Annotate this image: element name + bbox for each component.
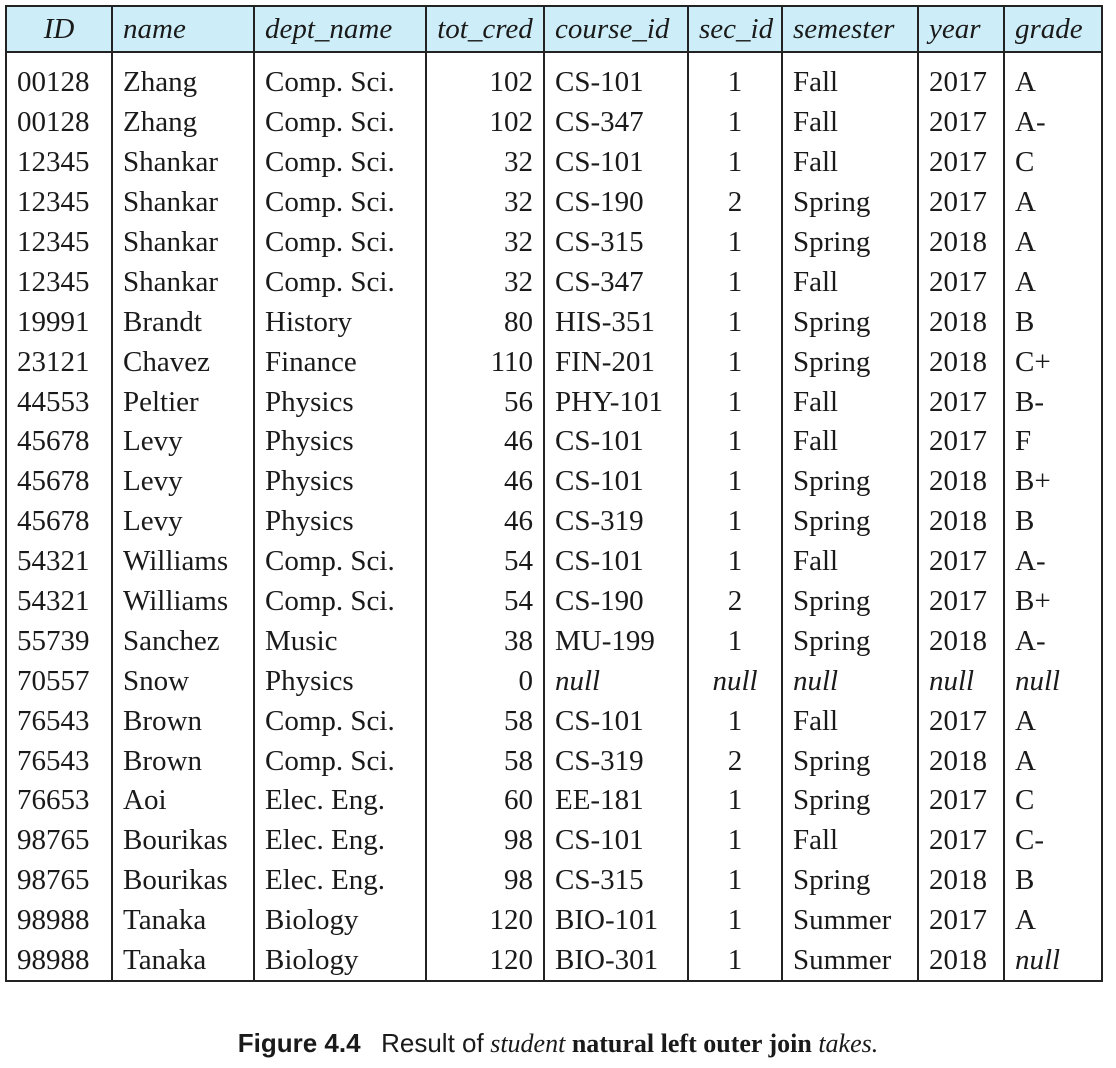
- cell-semester: Fall: [782, 103, 918, 143]
- column-header-course-id: course_id: [544, 6, 688, 52]
- cell-tot-cred: 120: [426, 941, 544, 982]
- cell-id: 12345: [6, 262, 112, 302]
- cell-name: Chavez: [112, 342, 254, 382]
- table-row: [6, 382, 1102, 422]
- cell-year: 2018: [918, 621, 1004, 661]
- table-row: [6, 781, 1102, 821]
- cell-id: 45678: [6, 502, 112, 542]
- cell-name: Bourikas: [112, 861, 254, 901]
- cell-id: 00128: [6, 103, 112, 143]
- cell-grade: B-: [1004, 382, 1102, 422]
- cell-tot-cred: 32: [426, 262, 544, 302]
- cell-id: 45678: [6, 422, 112, 462]
- cell-sec-id: 1: [688, 52, 782, 103]
- cell-sec-id: 1: [688, 621, 782, 661]
- column-header-id: ID: [6, 6, 112, 52]
- cell-name: Peltier: [112, 382, 254, 422]
- cell-name: Levy: [112, 462, 254, 502]
- cell-sec-id: 1: [688, 223, 782, 263]
- cell-tot-cred: 46: [426, 422, 544, 462]
- result-table-container: [5, 5, 1101, 982]
- cell-sec-id: 1: [688, 342, 782, 382]
- cell-id: 98765: [6, 861, 112, 901]
- column-header-year: year: [918, 6, 1004, 52]
- cell-year: 2017: [918, 821, 1004, 861]
- cell-name: Tanaka: [112, 901, 254, 941]
- cell-grade: A: [1004, 701, 1102, 741]
- cell-tot-cred: 102: [426, 103, 544, 143]
- table-row: [6, 701, 1102, 741]
- cell-name: Sanchez: [112, 621, 254, 661]
- cell-sec-id: 1: [688, 941, 782, 982]
- cell-course-id: BIO-101: [544, 901, 688, 941]
- cell-grade: A: [1004, 223, 1102, 263]
- caption-relation-takes: takes.: [818, 1029, 879, 1058]
- cell-grade: C: [1004, 781, 1102, 821]
- cell-course-id: CS-190: [544, 582, 688, 622]
- cell-dept-name: Comp. Sci.: [254, 223, 426, 263]
- cell-semester: Fall: [782, 422, 918, 462]
- cell-year: 2017: [918, 143, 1004, 183]
- cell-year: 2017: [918, 542, 1004, 582]
- cell-id: 12345: [6, 143, 112, 183]
- cell-sec-id: 1: [688, 462, 782, 502]
- cell-tot-cred: 80: [426, 302, 544, 342]
- cell-semester: Fall: [782, 542, 918, 582]
- figure-label: Figure 4.4: [237, 1028, 361, 1058]
- column-header-tot-cred: tot_cred: [426, 6, 544, 52]
- cell-year: 2018: [918, 941, 1004, 982]
- cell-sec-id: 1: [688, 701, 782, 741]
- cell-grade: A: [1004, 741, 1102, 781]
- cell-sec-id: 1: [688, 901, 782, 941]
- cell-semester: Spring: [782, 342, 918, 382]
- cell-grade: C+: [1004, 342, 1102, 382]
- caption-text-result-of: Result of: [381, 1028, 484, 1058]
- cell-year: 2018: [918, 502, 1004, 542]
- cell-sec-id: null: [688, 661, 782, 701]
- cell-grade: A: [1004, 52, 1102, 103]
- cell-grade: A: [1004, 901, 1102, 941]
- cell-id: 76653: [6, 781, 112, 821]
- cell-name: Snow: [112, 661, 254, 701]
- cell-course-id: PHY-101: [544, 382, 688, 422]
- cell-course-id: FIN-201: [544, 342, 688, 382]
- cell-dept-name: Physics: [254, 382, 426, 422]
- cell-name: Tanaka: [112, 941, 254, 982]
- cell-tot-cred: 46: [426, 462, 544, 502]
- cell-name: Levy: [112, 422, 254, 462]
- table-row: [6, 861, 1102, 901]
- cell-dept-name: Comp. Sci.: [254, 103, 426, 143]
- cell-dept-name: Comp. Sci.: [254, 143, 426, 183]
- cell-id: 98988: [6, 941, 112, 982]
- table-row: [6, 901, 1102, 941]
- cell-grade: C: [1004, 143, 1102, 183]
- cell-year: 2017: [918, 262, 1004, 302]
- table-row: [6, 262, 1102, 302]
- cell-id: 12345: [6, 223, 112, 263]
- cell-name: Shankar: [112, 262, 254, 302]
- cell-dept-name: Music: [254, 621, 426, 661]
- cell-course-id: CS-347: [544, 262, 688, 302]
- cell-course-id: CS-319: [544, 741, 688, 781]
- result-table: [5, 5, 1103, 982]
- cell-sec-id: 1: [688, 502, 782, 542]
- table-row: [6, 143, 1102, 183]
- table-body: [6, 52, 1102, 981]
- cell-year: 2018: [918, 462, 1004, 502]
- cell-course-id: CS-319: [544, 502, 688, 542]
- cell-semester: Fall: [782, 821, 918, 861]
- cell-dept-name: Comp. Sci.: [254, 52, 426, 103]
- cell-semester: Summer: [782, 901, 918, 941]
- cell-dept-name: Physics: [254, 422, 426, 462]
- cell-semester: Spring: [782, 183, 918, 223]
- cell-name: Brown: [112, 701, 254, 741]
- cell-course-id: CS-190: [544, 183, 688, 223]
- cell-course-id: CS-347: [544, 103, 688, 143]
- cell-sec-id: 1: [688, 821, 782, 861]
- cell-grade: B+: [1004, 462, 1102, 502]
- cell-tot-cred: 54: [426, 542, 544, 582]
- cell-dept-name: History: [254, 302, 426, 342]
- cell-name: Aoi: [112, 781, 254, 821]
- cell-id: 70557: [6, 661, 112, 701]
- cell-name: Zhang: [112, 52, 254, 103]
- cell-sec-id: 1: [688, 422, 782, 462]
- cell-dept-name: Elec. Eng.: [254, 861, 426, 901]
- cell-name: Zhang: [112, 103, 254, 143]
- cell-year: 2017: [918, 382, 1004, 422]
- cell-sec-id: 2: [688, 582, 782, 622]
- cell-tot-cred: 58: [426, 701, 544, 741]
- cell-year: 2017: [918, 52, 1004, 103]
- cell-name: Williams: [112, 582, 254, 622]
- cell-semester: Fall: [782, 382, 918, 422]
- cell-course-id: MU-199: [544, 621, 688, 661]
- table-row: [6, 103, 1102, 143]
- cell-semester: Fall: [782, 262, 918, 302]
- cell-year: 2017: [918, 422, 1004, 462]
- header-row: [6, 6, 1102, 52]
- table-row: [6, 542, 1102, 582]
- cell-dept-name: Comp. Sci.: [254, 542, 426, 582]
- cell-year: null: [918, 661, 1004, 701]
- cell-year: 2018: [918, 741, 1004, 781]
- cell-sec-id: 1: [688, 262, 782, 302]
- cell-sec-id: 1: [688, 542, 782, 582]
- cell-grade: A-: [1004, 103, 1102, 143]
- column-header-dept-name: dept_name: [254, 6, 426, 52]
- cell-tot-cred: 58: [426, 741, 544, 781]
- cell-semester: Spring: [782, 781, 918, 821]
- cell-dept-name: Finance: [254, 342, 426, 382]
- cell-sec-id: 1: [688, 382, 782, 422]
- table-row: [6, 462, 1102, 502]
- cell-year: 2018: [918, 302, 1004, 342]
- cell-year: 2018: [918, 342, 1004, 382]
- cell-grade: A: [1004, 262, 1102, 302]
- column-header-sec-id: sec_id: [688, 6, 782, 52]
- cell-tot-cred: 0: [426, 661, 544, 701]
- cell-tot-cred: 54: [426, 582, 544, 622]
- cell-id: 44553: [6, 382, 112, 422]
- table-row: [6, 502, 1102, 542]
- column-header-grade: grade: [1004, 6, 1102, 52]
- cell-semester: Spring: [782, 582, 918, 622]
- cell-dept-name: Physics: [254, 502, 426, 542]
- cell-id: 12345: [6, 183, 112, 223]
- cell-sec-id: 2: [688, 741, 782, 781]
- cell-sec-id: 1: [688, 781, 782, 821]
- cell-dept-name: Comp. Sci.: [254, 701, 426, 741]
- table-row: [6, 422, 1102, 462]
- cell-tot-cred: 38: [426, 621, 544, 661]
- cell-grade: C-: [1004, 821, 1102, 861]
- cell-id: 55739: [6, 621, 112, 661]
- cell-tot-cred: 98: [426, 861, 544, 901]
- cell-course-id: null: [544, 661, 688, 701]
- cell-course-id: EE-181: [544, 781, 688, 821]
- cell-tot-cred: 120: [426, 901, 544, 941]
- cell-year: 2017: [918, 701, 1004, 741]
- cell-year: 2017: [918, 183, 1004, 223]
- cell-dept-name: Elec. Eng.: [254, 781, 426, 821]
- cell-grade: F: [1004, 422, 1102, 462]
- table-row: [6, 302, 1102, 342]
- table-row: [6, 183, 1102, 223]
- cell-grade: null: [1004, 661, 1102, 701]
- cell-sec-id: 1: [688, 302, 782, 342]
- cell-semester: Spring: [782, 462, 918, 502]
- cell-semester: Spring: [782, 302, 918, 342]
- table-row: [6, 342, 1102, 382]
- cell-dept-name: Elec. Eng.: [254, 821, 426, 861]
- cell-name: Shankar: [112, 183, 254, 223]
- cell-course-id: CS-315: [544, 223, 688, 263]
- cell-dept-name: Comp. Sci.: [254, 262, 426, 302]
- cell-grade: B+: [1004, 582, 1102, 622]
- column-header-semester: semester: [782, 6, 918, 52]
- cell-semester: Spring: [782, 502, 918, 542]
- cell-year: 2017: [918, 582, 1004, 622]
- cell-dept-name: Comp. Sci.: [254, 741, 426, 781]
- cell-grade: A-: [1004, 542, 1102, 582]
- figure-caption: [0, 1028, 1116, 1059]
- caption-relation-student: student: [490, 1029, 566, 1058]
- cell-grade: B: [1004, 302, 1102, 342]
- cell-dept-name: Comp. Sci.: [254, 582, 426, 622]
- cell-course-id: CS-101: [544, 52, 688, 103]
- cell-id: 19991: [6, 302, 112, 342]
- cell-grade: null: [1004, 941, 1102, 982]
- table-row: [6, 661, 1102, 701]
- table-row: [6, 621, 1102, 661]
- cell-name: Brandt: [112, 302, 254, 342]
- cell-id: 54321: [6, 542, 112, 582]
- cell-tot-cred: 102: [426, 52, 544, 103]
- cell-name: Shankar: [112, 223, 254, 263]
- cell-grade: A-: [1004, 621, 1102, 661]
- cell-semester: Spring: [782, 621, 918, 661]
- cell-course-id: HIS-351: [544, 302, 688, 342]
- cell-semester: Spring: [782, 223, 918, 263]
- cell-tot-cred: 56: [426, 382, 544, 422]
- cell-course-id: CS-101: [544, 143, 688, 183]
- cell-tot-cred: 32: [426, 223, 544, 263]
- cell-tot-cred: 60: [426, 781, 544, 821]
- cell-dept-name: Physics: [254, 462, 426, 502]
- cell-semester: Summer: [782, 941, 918, 982]
- cell-year: 2018: [918, 861, 1004, 901]
- cell-course-id: CS-101: [544, 701, 688, 741]
- cell-course-id: BIO-301: [544, 941, 688, 982]
- cell-name: Bourikas: [112, 821, 254, 861]
- cell-grade: B: [1004, 502, 1102, 542]
- cell-tot-cred: 46: [426, 502, 544, 542]
- cell-semester: null: [782, 661, 918, 701]
- column-header-name: name: [112, 6, 254, 52]
- cell-year: 2017: [918, 781, 1004, 821]
- table-row: [6, 741, 1102, 781]
- table-header: [6, 6, 1102, 52]
- cell-sec-id: 1: [688, 861, 782, 901]
- table-row: [6, 821, 1102, 861]
- cell-id: 98765: [6, 821, 112, 861]
- caption-operator: natural left outer join: [571, 1029, 812, 1058]
- cell-id: 00128: [6, 52, 112, 103]
- cell-id: 98988: [6, 901, 112, 941]
- cell-name: Shankar: [112, 143, 254, 183]
- cell-sec-id: 1: [688, 103, 782, 143]
- cell-course-id: CS-101: [544, 542, 688, 582]
- cell-semester: Fall: [782, 701, 918, 741]
- cell-dept-name: Physics: [254, 661, 426, 701]
- cell-id: 45678: [6, 462, 112, 502]
- cell-year: 2017: [918, 103, 1004, 143]
- cell-course-id: CS-315: [544, 861, 688, 901]
- cell-tot-cred: 32: [426, 183, 544, 223]
- cell-semester: Spring: [782, 861, 918, 901]
- cell-course-id: CS-101: [544, 462, 688, 502]
- cell-course-id: CS-101: [544, 422, 688, 462]
- cell-course-id: CS-101: [544, 821, 688, 861]
- cell-tot-cred: 98: [426, 821, 544, 861]
- cell-sec-id: 2: [688, 183, 782, 223]
- cell-id: 23121: [6, 342, 112, 382]
- cell-name: Brown: [112, 741, 254, 781]
- table-row: [6, 582, 1102, 622]
- cell-name: Williams: [112, 542, 254, 582]
- cell-dept-name: Biology: [254, 941, 426, 982]
- cell-sec-id: 1: [688, 143, 782, 183]
- cell-dept-name: Biology: [254, 901, 426, 941]
- cell-id: 76543: [6, 741, 112, 781]
- cell-grade: A: [1004, 183, 1102, 223]
- cell-tot-cred: 32: [426, 143, 544, 183]
- cell-semester: Fall: [782, 52, 918, 103]
- cell-dept-name: Comp. Sci.: [254, 183, 426, 223]
- cell-year: 2018: [918, 223, 1004, 263]
- cell-semester: Fall: [782, 143, 918, 183]
- table-row: [6, 223, 1102, 263]
- cell-grade: B: [1004, 861, 1102, 901]
- table-row: [6, 52, 1102, 103]
- cell-name: Levy: [112, 502, 254, 542]
- table-row: [6, 941, 1102, 982]
- cell-id: 54321: [6, 582, 112, 622]
- cell-tot-cred: 110: [426, 342, 544, 382]
- cell-semester: Spring: [782, 741, 918, 781]
- cell-year: 2017: [918, 901, 1004, 941]
- cell-id: 76543: [6, 701, 112, 741]
